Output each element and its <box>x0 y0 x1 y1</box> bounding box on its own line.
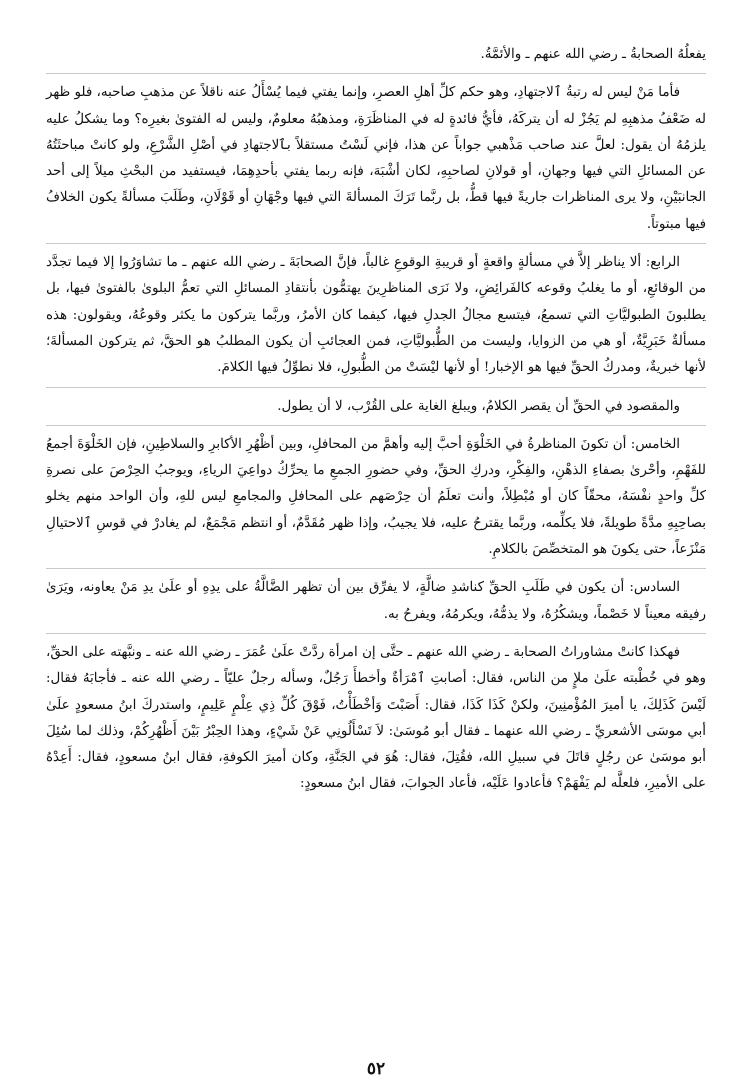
paragraph-companions: فهكذا كانتْ مشاوراتُ الصحابة ـ رضي الله عنهم ـ حتَّى إن امرأة ردَّتْ علَىٰ عُمَرَ ـ رضي الله عنه ـ ونبَّهته على الحقِّ، وهو في خُطْبته علَىٰ ملإٍ من الناس، فقال: أصابتِ ٱمْرَأةٌ وأخطأَ رَجُلٌ، وسأله رجلٌ عليّاً ـ رضي الله عنه ـ فأجابَهُ فقال: لَيْسَ كَذَلِكَ، يا أميرَ المُؤْمنِينَ، ولكنْ كَذَا كَذَا، فقال: أَصَبْتَ وَأخْطَأْتُ، فَوْقَ كُلِّ ذِي عِلْمٍ عَلِيمٍ، واستدركَ ابنُ مسعودٍ علَىٰ أبي موسَى الأشعريِّ ـ رضي الله عنهما ـ فقال أبو مُوسَىٰ: لاَ تَسْأَلُونِي عَنْ شَيْءٍ، وهذا الحِبْرُ بَيْنَ أَظْهُرِكُمْ، وذلك لما سُئِلَ أبو موسَىٰ عن رجُلٍ قاتَلَ في سبيلِ الله، فقُتِلَ، فقال: هُوَ في الجَنَّةِ، وكان أميرَ الكوفةِ، فقال ابنُ مسعودٍ، فقال: أَعِدْهُ على الأميرِ، فلعلَّه لم يَفْهَمْ؟ فأعادوا عَلَيْه، فأعاد الجوابَ، فقال ابنُ مسعودٍ: <box>46 644 706 792</box>
paragraph-fourth-condition: الرابع: ألا يناظر إلاَّ في مسألةٍ واقعةٍ أو قريبةِ الوقوعِ غالباً، فإنَّ الصحابَةَ ـ رضي الله عنهم ـ ما تشاوَرُوا إلا فيما تجدَّد من الوقائعِ، أو ما يغلبُ وقوعه كالفَرائِضِ، ولا نَرَى المناظرِينَ يهتمُّون بأنتقادِ المسائلِ التي تعمُّ البلوىٰ بالفتوىٰ فيها، بل يطلبونَ الطبوليَّاتِ التي تسمعُ، فيتسع مجالُ الجدلِ فيها، كيفما كان الأمرُ، وربَّما يتركون ما يكثر وقوعُهُ، ويقولون: هذه مسألةٌ خَبَرِيَّةٌ، أو هي من الزوايا، وليست من الطُّبوليَّاتِ، فمن العجائبِ أن يكون المطلبُ هو الحقَّ، ثم يتركون المسألةَ؛ لأنها خبريةٌ، ومدركُ الحقِّ فيها هو الإخبار! أو لأنها ليْسَتْ من الطُّبولِ، فلا نطوِّلُ فيها الكلامَ. <box>46 255 706 376</box>
paragraph-ijtihad: فأما مَنْ ليس له رتبةُ ٱلاجتهادِ، وهو حكم كلِّ أهلِ العصرِ، وإنما يفتي فيما يُسْأَلُ عنه ناقلاً عن مذهبِ صاحبه، فلو ظهر له ضَعْفُ مذهبِهِ لم يَجُزْ له أن يتركَهُ، فأيُّ فائدةٍ له في المناظَرَةِ، ومذهبُهُ معلومٌ، وليس له الفتوىٰ بغيرِه؟ وما يشكلُ عليه يلزمُهُ أن يقول: لعلَّ عند صاحب مَذْهبي جواباً عن هذا، فإني لَسْتُ مستقلاً بٱلاجتهادِ في أصْلِ الشَّرْعِ، ولو كانتْ مباحثَتُهُ عن المسائلِ التي فيها وجهانِ، أو قولانِ لصاحبِهِ، لكان أشْبَهَ، فإنه ربما يفتي بأحدِهِمَا، فيستفيد من البحْثِ ميلاً إلى أحد الجانبَيْنِ، ولا يرى المناظرات جاريةً فيها قطُّ، بل ربَّما تَرَكَ المسألةَ التي فيها وجْهَانِ أو قَوْلَانِ، وطَلَبَ مسألةً يكون الخلافُ فيها مبتوتاً. <box>46 85 706 232</box>
paragraph-purpose: والمقصود في الحقِّ أن يقصر الكلامُ، ويبلغ الغاية على القُرْب، لا أن يطول. <box>277 398 680 414</box>
paragraph-divider <box>46 243 706 244</box>
paragraph-continuation: يفعلُهُ الصحابةُ ـ رضي الله عنهم ـ والأئمَّةُ. <box>480 47 706 62</box>
paragraph-divider <box>46 425 706 426</box>
paragraph-fifth-condition: الخامس: أن تكونَ المناظرةُ في الخَلْوَةِ أحبَّ إليه وأهمَّ من المحافلِ، وبين أظْهُرِ الأكابرِ والسلاطِينِ، فإن الخَلْوَةَ أجمعُ للفَهْمِ، وأحْرىٰ بصفاءِ الذهْنِ، والفِكْرِ، ودركِ الحقِّ، وفي حضورِ الجمعِ ما يحرِّكُ دواعِيَ الرياءِ، ويوجبُ الحِرْصَ على نصرةِ كلِّ واحدٍ نفْسَهُ، محقّاً كان أو مُبْطِلاً، وأنت تعلَمُ أن حِرْصَهم على المحافلِ والمجامعِ ليس للهِ، وأن الواحد منهم يخلو بصاحِبِهِ مدَّةً طويلةً، فلا يكلِّمه، وربَّما يقترحُ عليه، فلا يجيبُ، وإذا ظهر مُقَدَّمٌ، أو انتظم مَجْمَعٌ، لم يغادرْ في قوسِ ٱلاحتيالِ مَنْزَعاً، حتى يكونَ هو المتخصِّصَ بالكلامِ. <box>46 436 706 558</box>
paragraph-divider <box>46 73 706 74</box>
paragraph-sixth-condition: السادس: أن يكون في طَلَبِ الحقِّ كناشدِ ضالَّةٍ، لا يفرِّق بين أن تظهر الضَّالَّةُ على يدِهِ أو علَىٰ يدِ مَنْ يعاونه، ويَرَىٰ رفيقه معيناً لا خَصْماً، ويشكُرُهُ، ولا يذمُّهُ، ويكرمُهُ، ويفرحُ به. <box>46 580 706 622</box>
page-body <box>46 42 706 1051</box>
page-number: ٥٢ <box>366 1059 386 1079</box>
paragraph-divider <box>46 633 706 634</box>
paragraph-divider <box>46 568 706 569</box>
paragraph-divider <box>46 387 706 388</box>
